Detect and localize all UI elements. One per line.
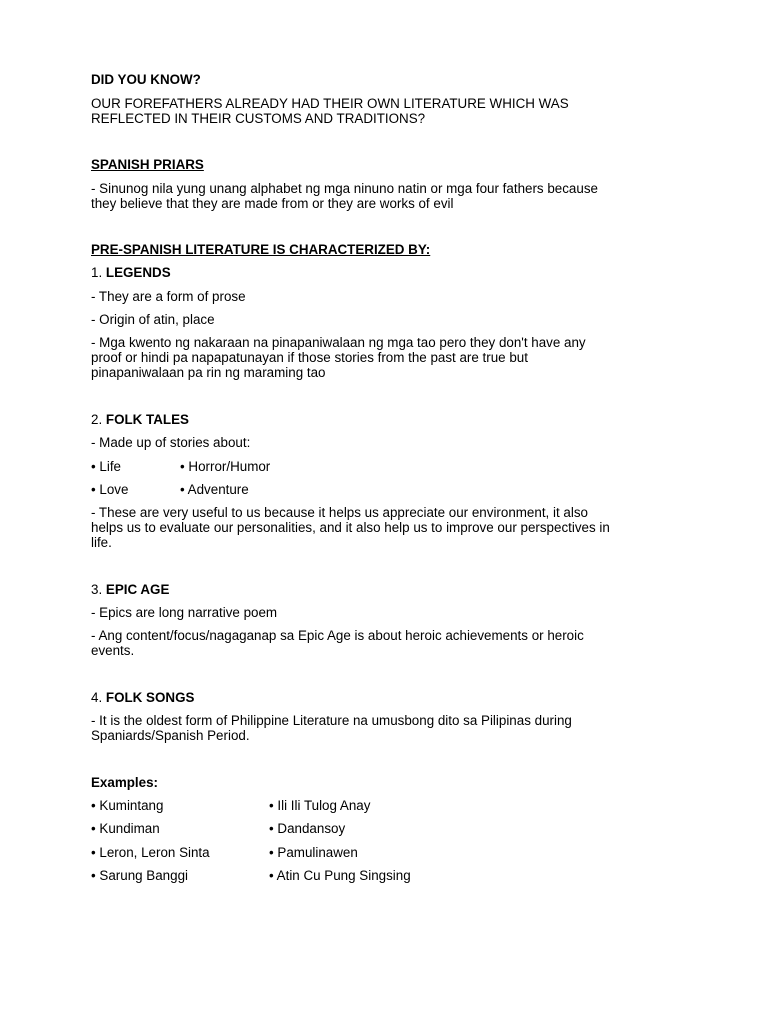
examples-row [91, 798, 691, 813]
epic-age-item-2-line-1: - Ang content/focus/nagaganap sa Epic Age is about heroic achievements or heroic [91, 628, 584, 643]
examples-row [91, 821, 691, 836]
list-item: • Leron, Leron Sinta [91, 845, 210, 860]
folk-tales-bullet-row [91, 459, 691, 474]
epic-age-title: EPIC AGE [105, 582, 170, 597]
list-item: • Life [91, 459, 121, 474]
legends-number: 1. [91, 265, 106, 280]
list-item: • Atin Cu Pung Singsing [269, 868, 411, 883]
legends-heading [91, 265, 691, 280]
legends-item-2: - Origin of atin, place [91, 312, 215, 327]
did-you-know-heading: DID YOU KNOW? [91, 72, 201, 87]
folk-tales-number: 2. [91, 412, 106, 427]
spanish-priars-heading: SPANISH PRIARS [91, 157, 204, 172]
folk-tales-bullet-row [91, 482, 691, 497]
epic-age-heading [91, 582, 691, 597]
legends-title: LEGENDS [105, 265, 171, 280]
folk-tales-item-2-line-3: life. [91, 535, 112, 550]
folk-tales-item-1: - Made up of stories about: [91, 435, 251, 450]
intro-line-2: REFLECTED IN THEIR CUSTOMS AND TRADITIONS? [91, 111, 426, 126]
list-item: • Love [91, 482, 129, 497]
list-item: • Kundiman [91, 821, 160, 836]
epic-age-item-1: - Epics are long narrative poem [91, 605, 278, 620]
epic-age-item-2-line-2: events. [91, 643, 135, 658]
list-item: • Horror/Humor [180, 459, 271, 474]
folk-songs-item-1-line-2: Spaniards/Spanish Period. [91, 728, 250, 743]
legends-item-3-line-3: pinapaniwalaan pa rin ng maraming tao [91, 365, 326, 380]
list-item: • Kumintang [91, 798, 164, 813]
epic-age-number: 3. [91, 582, 106, 597]
list-item: • Adventure [180, 482, 249, 497]
folk-songs-heading [91, 690, 691, 705]
folk-songs-item-1-line-1: - It is the oldest form of Philippine Literature na umusbong dito sa Pilipinas during [91, 713, 572, 728]
pre-spanish-heading: PRE-SPANISH LITERATURE IS CHARACTERIZED BY: [91, 242, 431, 257]
folk-tales-heading [91, 412, 691, 427]
spanish-priars-line-2: they believe that they are made from or they are works of evil [91, 196, 454, 211]
folk-tales-title: FOLK TALES [105, 412, 189, 427]
legends-item-3-line-2: proof or hindi pa napapatunayan if those stories from the past are true but [91, 350, 528, 365]
list-item: • Ili Ili Tulog Anay [269, 798, 371, 813]
examples-row [91, 868, 691, 883]
folk-tales-item-2-line-1: - These are very useful to us because it helps us appreciate our environment, it also [91, 505, 588, 520]
folk-tales-item-2-line-2: helps us to evaluate our personalities, and it also help us to improve our perspectives in [91, 520, 610, 535]
examples-heading: Examples: [91, 775, 158, 790]
legends-item-1: - They are a form of prose [91, 289, 246, 304]
list-item: • Sarung Banggi [91, 868, 189, 883]
examples-row [91, 845, 691, 860]
list-item: • Dandansoy [269, 821, 346, 836]
legends-item-3-line-1: - Mga kwento ng nakaraan na pinapaniwalaan ng mga tao pero they don't have any [91, 335, 586, 350]
folk-songs-title: FOLK SONGS [105, 690, 195, 705]
spanish-priars-line-1: - Sinunog nila yung unang alphabet ng mga ninuno natin or mga four fathers because [91, 181, 598, 196]
list-item: • Pamulinawen [269, 845, 358, 860]
intro-line-1: OUR FOREFATHERS ALREADY HAD THEIR OWN LITERATURE WHICH WAS [91, 96, 569, 111]
folk-songs-number: 4. [91, 690, 106, 705]
